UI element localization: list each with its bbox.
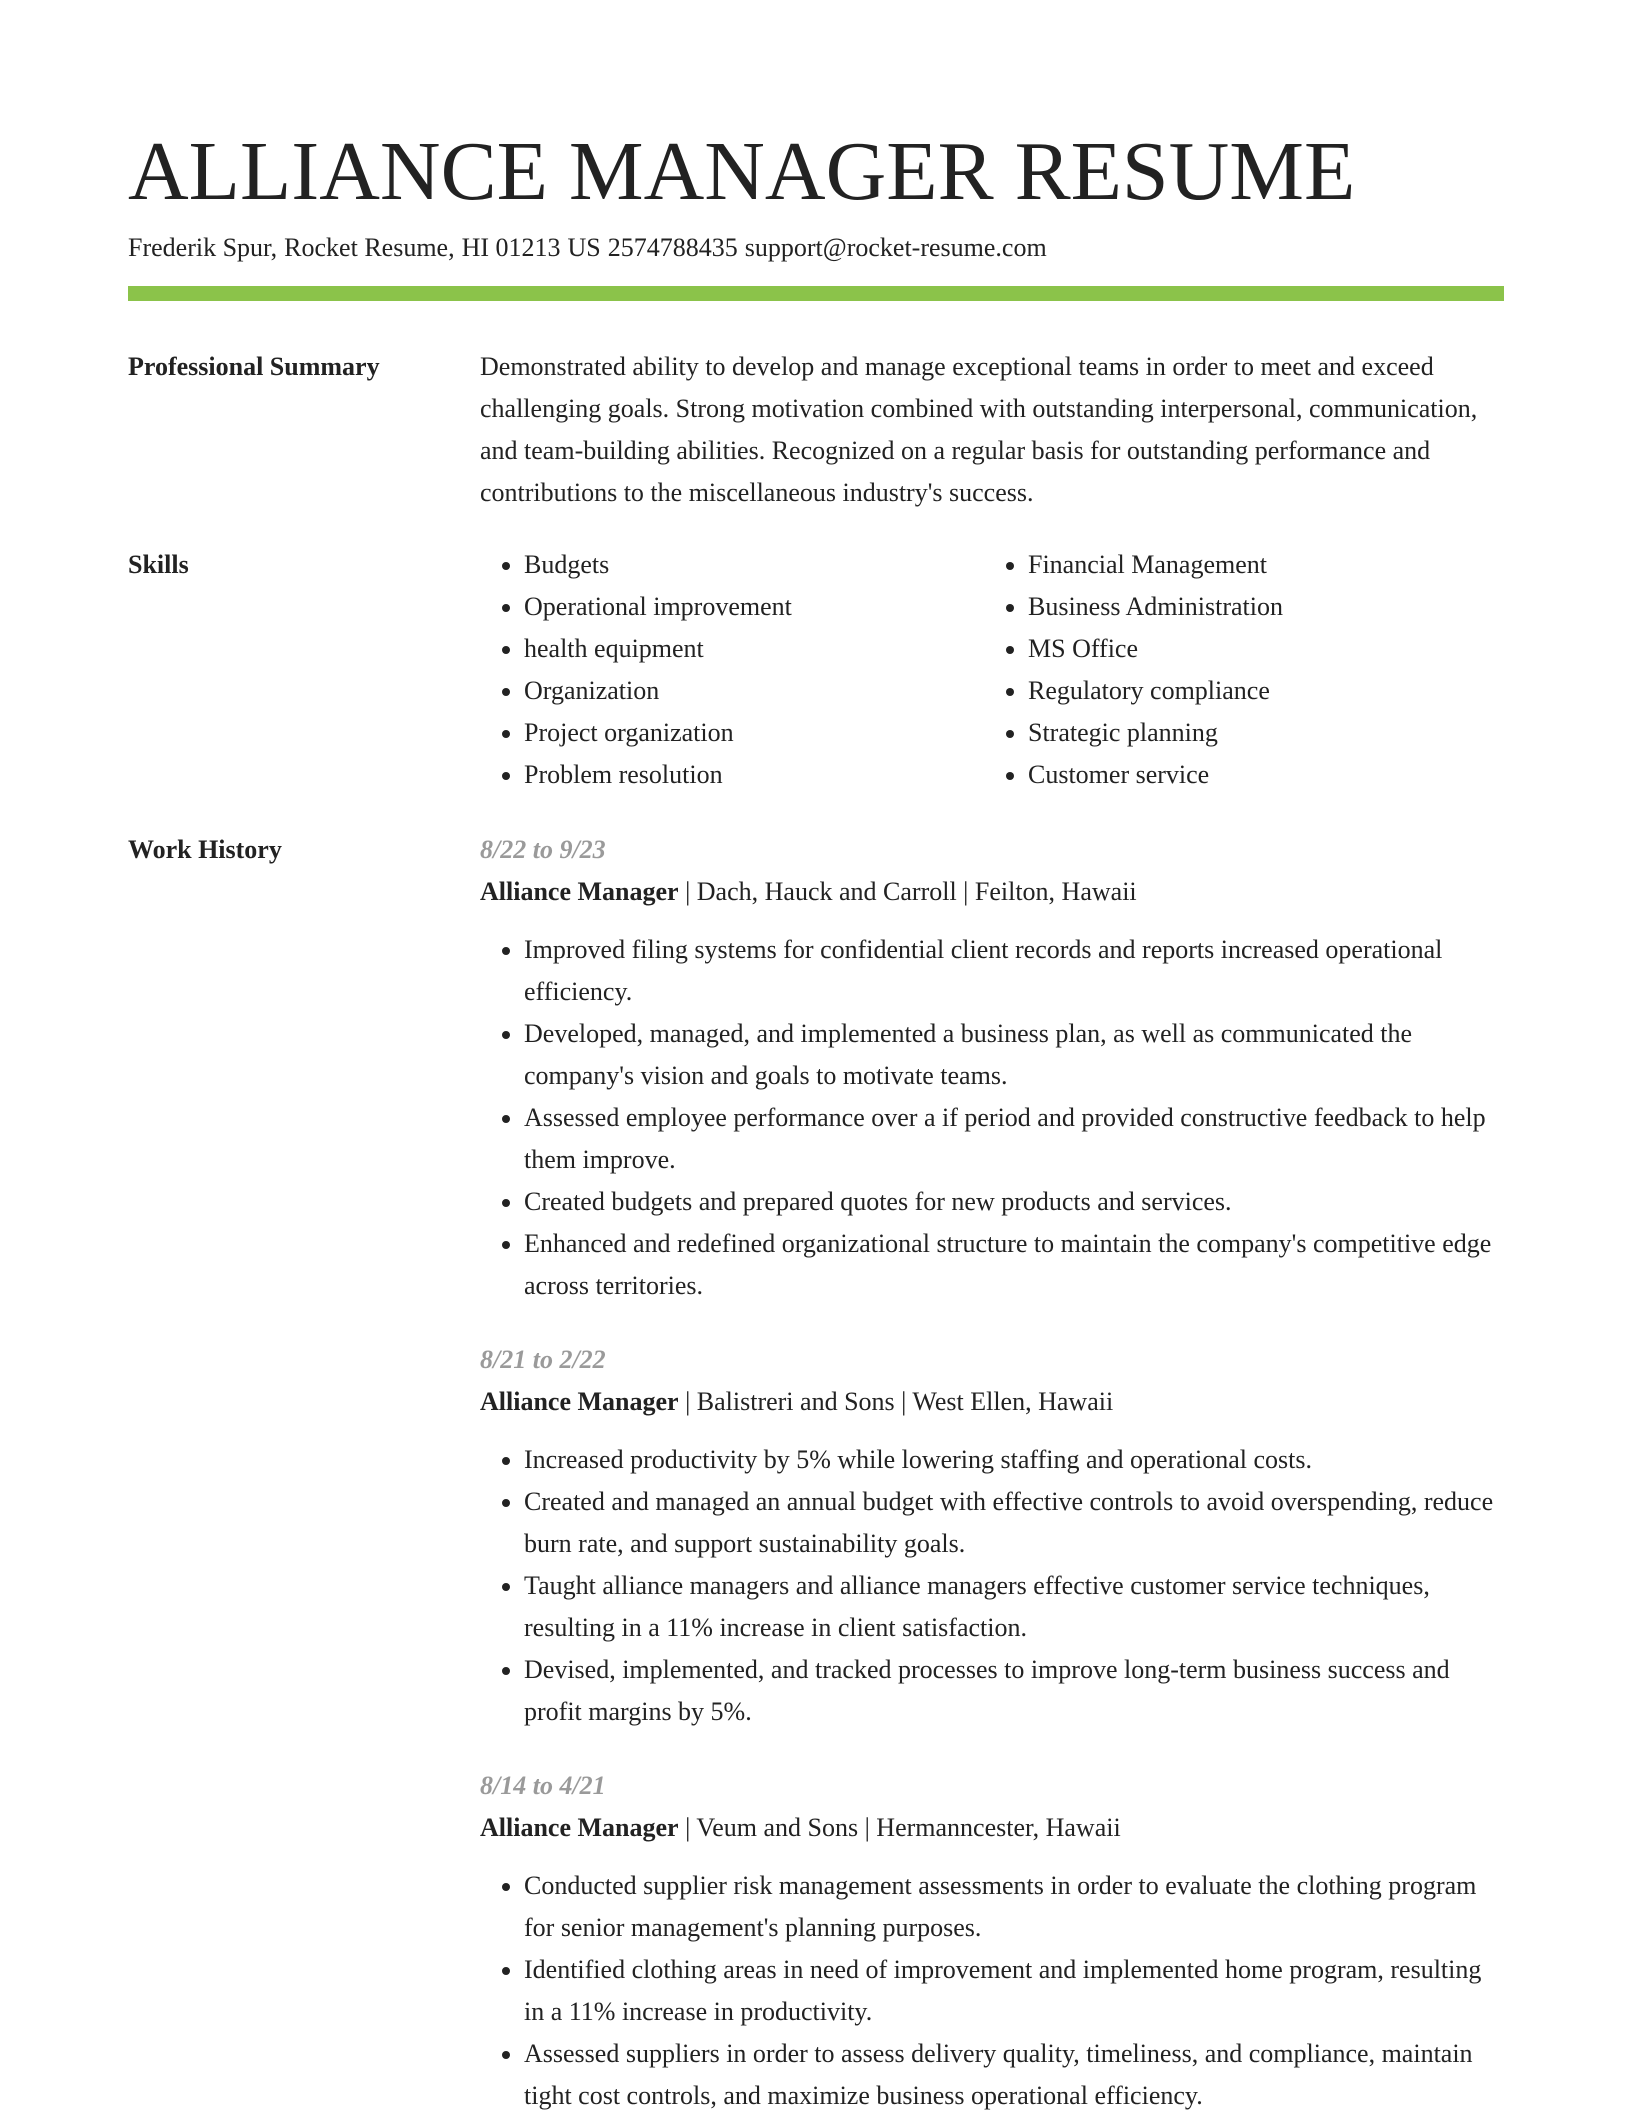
job-bullet: • Conducted supplier risk management assessments in order to evaluate the clothing program for senior management's planning purposes. [524, 1865, 1504, 1949]
skill-item: • Business Administration [1028, 586, 1488, 628]
skill-item: • Financial Management [1028, 544, 1488, 586]
resume-title: ALLIANCE MANAGER RESUME [128, 125, 1356, 218]
work-history-body [480, 829, 1504, 2112]
job-bullet: • Improved filing systems for confidential client records and reports increased operational efficiency. [524, 929, 1504, 1013]
job-bullet: • Assessed employee performance over a if period and provided constructive feedback to help them improve. [524, 1097, 1504, 1181]
job-bullet: • Enhanced and redefined organizational structure to maintain the company's competitive edge across territories. [524, 1223, 1504, 1307]
skill-item: • Project organization [524, 712, 984, 754]
job-bullet: • Devised, implemented, and tracked processes to improve long-term business success and profit margins by 5%. [524, 1649, 1504, 1733]
job-title: Alliance Manager [480, 1813, 679, 1842]
job-bullet: • Created budgets and prepared quotes for new products and services. [524, 1181, 1504, 1223]
contact-email: support@rocket-resume.com [744, 233, 1047, 262]
contact-country: US [567, 233, 601, 262]
work-history-label: Work History [128, 835, 282, 864]
contact-name: Frederik Spur, [128, 233, 278, 262]
job-heading [480, 1807, 1504, 1849]
contact-line [128, 230, 1054, 266]
job-details: | Veum and Sons | Hermanncester, Hawaii [678, 1813, 1121, 1842]
summary-body [480, 346, 1504, 514]
skill-item: • Regulatory compliance [1028, 670, 1488, 712]
skill-item: • Customer service [1028, 754, 1488, 796]
job-bullet: • Identified clothing areas in need of improvement and implemented home program, resulting in a 11% increase in productivity. [524, 1949, 1504, 2033]
skills-column-right [984, 544, 1488, 796]
skills-label: Skills [128, 550, 189, 579]
contact-state-zip: HI 01213 [461, 233, 561, 262]
job-heading [480, 1381, 1504, 1423]
skill-item: • MS Office [1028, 628, 1488, 670]
job-entry [480, 1765, 1504, 2112]
job-bullets [480, 929, 1504, 1307]
job-bullet: • Developed, managed, and implemented a business plan, as well as communicated the company's vision and goals to motivate teams. [524, 1013, 1504, 1097]
skill-item: • Budgets [524, 544, 984, 586]
contact-city: Rocket Resume, [284, 233, 455, 262]
job-date: 8/22 to 9/23 [480, 835, 606, 864]
skill-item: • Strategic planning [1028, 712, 1488, 754]
job-bullet: • Increased productivity by 5% while lowering staffing and operational costs. [524, 1439, 1504, 1481]
job-heading [480, 871, 1504, 913]
job-title: Alliance Manager [480, 877, 679, 906]
job-date: 8/14 to 4/21 [480, 1771, 606, 1800]
job-entry [480, 829, 1504, 1307]
summary-label: Professional Summary [128, 352, 380, 381]
skills-column-left [480, 544, 984, 796]
summary-text: Demonstrated ability to develop and manage exceptional teams in order to meet and exceed challenging goals. Strong motivation combined with outstanding interpersonal, communication, and team-building abilities. Recognized on a regular basis for outstanding performance and contributions to the miscellaneous industry's success. [480, 352, 1478, 507]
header-divider [128, 286, 1504, 301]
skills-body [480, 544, 1504, 796]
skills-columns [480, 544, 1504, 796]
skill-item: • Problem resolution [524, 754, 984, 796]
job-date: 8/21 to 2/22 [480, 1345, 606, 1374]
skill-item: • Operational improvement [524, 586, 984, 628]
job-bullet: • Created and managed an annual budget with effective controls to avoid overspending, reduce burn rate, and support sustainability goals. [524, 1481, 1504, 1565]
contact-phone: 2574788435 [607, 233, 738, 262]
job-bullets [480, 1865, 1504, 2112]
job-bullet: • Assessed suppliers in order to assess delivery quality, timeliness, and compliance, maintain tight cost controls, and maximize business operational efficiency. [524, 2033, 1504, 2112]
job-details: | Balistreri and Sons | West Ellen, Hawaii [678, 1387, 1114, 1416]
job-details: | Dach, Hauck and Carroll | Feilton, Hawaii [678, 877, 1137, 906]
skill-item: • Organization [524, 670, 984, 712]
job-bullet: • Taught alliance managers and alliance managers effective customer service techniques, resulting in a 11% increase in client satisfaction. [524, 1565, 1504, 1649]
skill-item: • health equipment [524, 628, 984, 670]
job-title: Alliance Manager [480, 1387, 679, 1416]
job-bullets [480, 1439, 1504, 1733]
job-entry [480, 1339, 1504, 1733]
